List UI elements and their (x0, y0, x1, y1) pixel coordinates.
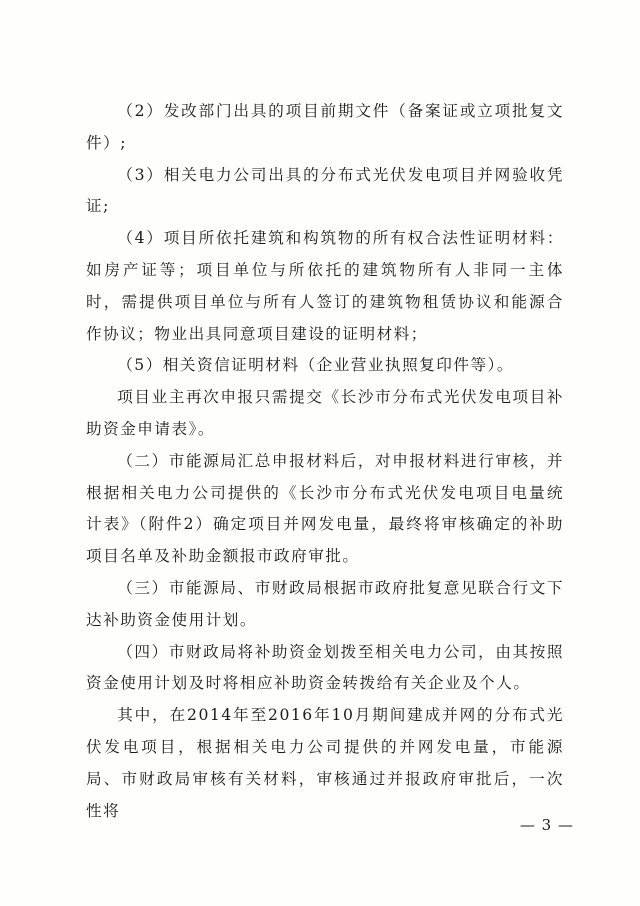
paragraph-reapplication: 项目业主再次申报只需提交《长沙市分布式光伏发电项目补助资金申请表》。 (86, 388, 564, 438)
paragraph-step-2-review: （二）市能源局汇总申报材料后，对申报材料进行审核，并根据相关电力公司提供的《长沙市分布式光伏发电项目电量统计表》（附件2）确定项目并网发电量，最终将审核确定的补助项目名单及补助金额报市政府审批。 (86, 451, 564, 566)
paragraph-3-grid-acceptance: （3）相关电力公司出具的分布式光伏发电项目并网验收凭证; (86, 165, 564, 216)
paragraph-step-3-plan: （三）市能源局、市财政局根据市政府批复意见联合行文下达补助资金使用计划。 (86, 578, 564, 629)
paragraph-2014-2016-projects: 其中，在2014年至2016年10月期间建成并网的分布式光伏发电项目，根据相关电力公司提供的并网发电量，市能源局、市财政局审核有关材料，审核通过并报政府审批后，一次性将 (86, 706, 564, 820)
body-text (86, 96, 564, 827)
paragraph-5-credit-proof: （5）相关资信证明材料（企业营业执照复印件等）。 (117, 356, 514, 375)
paragraph-4-ownership-proof: （4）项目所依托建筑和构筑物的所有权合法性证明材料：如房产证等；项目单位与所依托的建筑物所有人非同一主体时，需提供项目单位与所有人签订的建筑物租赁协议和能源合作协议；物业出具同意项目建设的证明材料； (86, 229, 564, 343)
paragraph-2-project-docs: （2）发改部门出具的项目前期文件（备案证或立项批复文件）; (86, 102, 564, 152)
page-number: — 3 — (519, 816, 574, 834)
paragraph-step-4-transfer: （四）市财政局将补助资金划拨至相关电力公司，由其按照资金使用计划及时将相应补助资金转拨给有关企业及个人。 (86, 642, 564, 693)
